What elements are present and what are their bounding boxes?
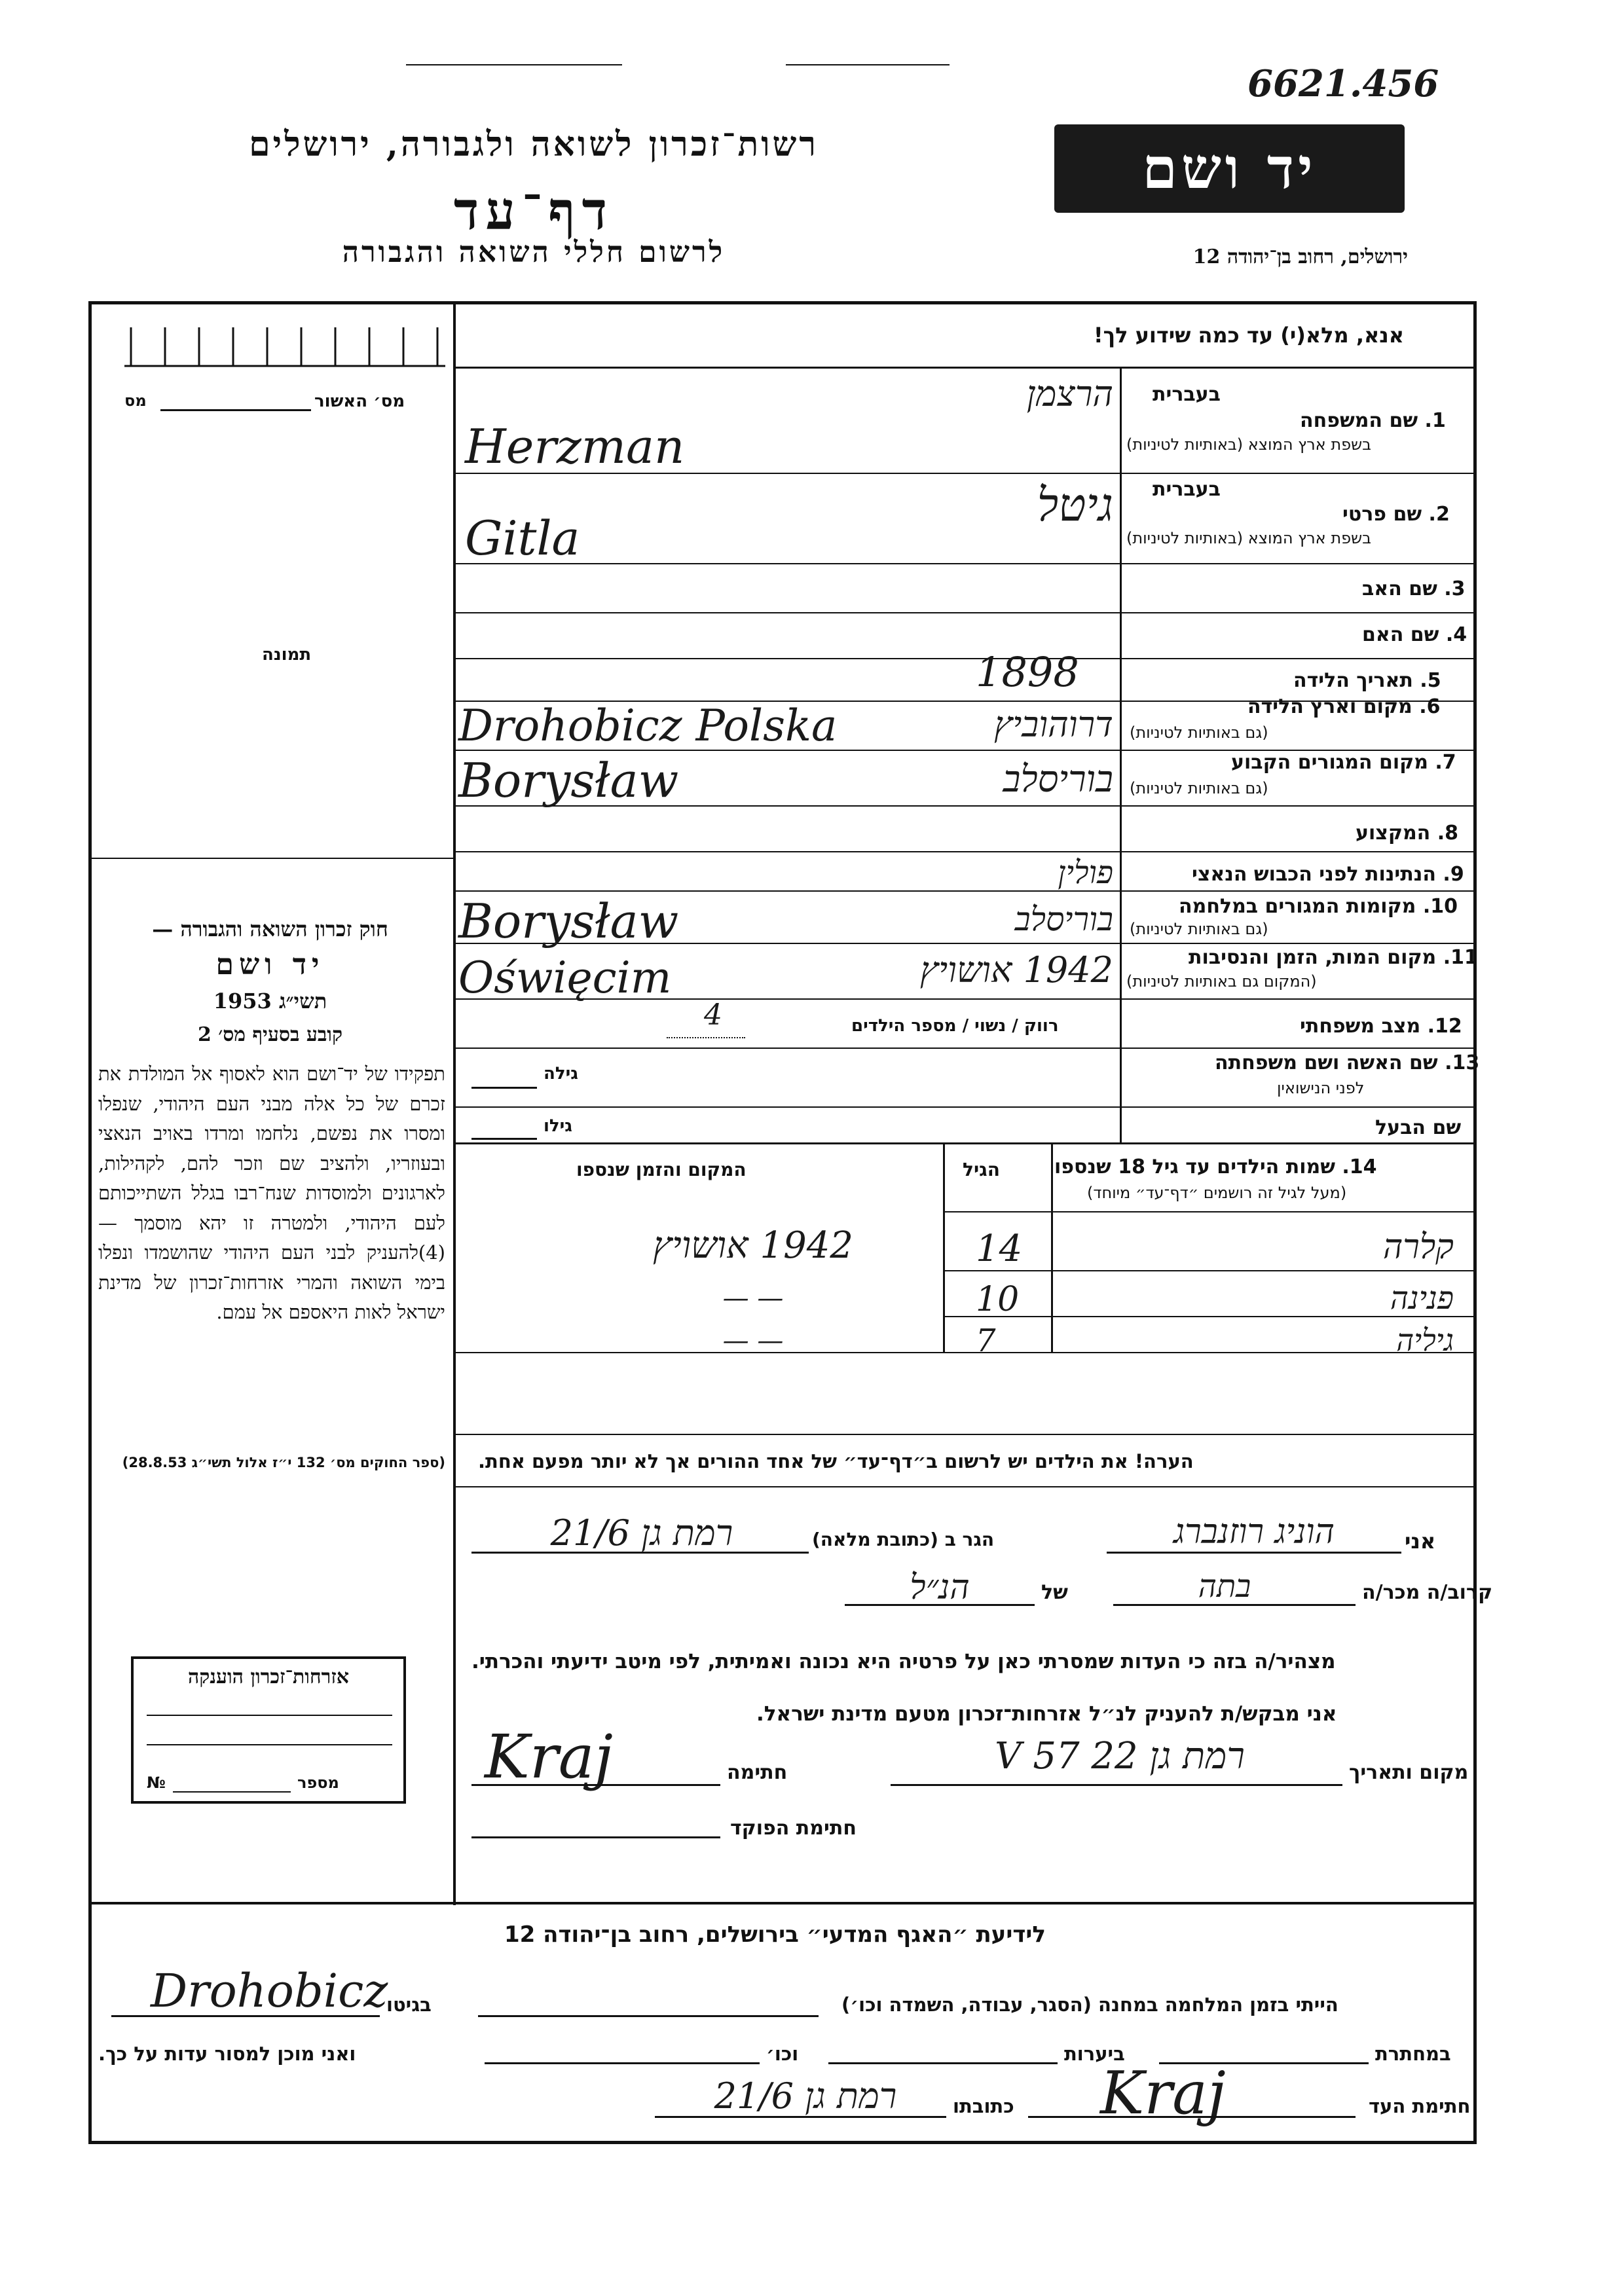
hebrew-label-1: בעברית bbox=[1153, 383, 1221, 406]
law-title: חוק זכרון השואה והגבורה — bbox=[152, 917, 388, 941]
law-text: תפקידו של יד־ושם הוא לאסוף אל המולדת את זכרם של כל אלה מבני העם היהודי, שנפלו ומסרו את נפשם, נלחמו ומרדו באויב הנאצי ובעוזריו, ולהציב שם וזכר להם, לקהילות, לארגונים ולמוסדות שנח־רבו בגלל השתייכותם לעם היהודי, ולמטרה זו יהא מוסמך — (4)להעניק לבני העם היהודי שהושמדו ונפלו בימי השואה והמרי אזרחות־זכרון של מדינת ישראל לאות היאספם אל עמם. bbox=[98, 1063, 445, 1323]
yad-vashem-logo: יד ושם bbox=[1054, 124, 1405, 213]
row-rule bbox=[453, 1048, 1477, 1049]
children-count-line bbox=[667, 1037, 745, 1038]
answer-birthplace-lat: Drohobicz Polska bbox=[458, 701, 838, 751]
answer-warres-lat: Borysław bbox=[458, 894, 679, 949]
footer-camp-line bbox=[478, 2015, 819, 2017]
field-warres-label: 10. מקומות המגורים במלחמה bbox=[1179, 895, 1458, 918]
children-rule bbox=[943, 1211, 1477, 1212]
decl-signature-label: חתימה bbox=[727, 1761, 788, 1784]
answer-birthplace-he: דרוהוביץ bbox=[994, 704, 1113, 745]
decl-address-line bbox=[471, 1552, 809, 1554]
decl-i-label: אני bbox=[1405, 1529, 1436, 1554]
answer-citizenship: פולין bbox=[1058, 854, 1113, 891]
children-col-divider bbox=[1051, 1142, 1053, 1352]
footer-testify: ואני מוכן למסור עדות על כך. bbox=[98, 2043, 356, 2065]
answer-surname-he: הרצמן bbox=[1026, 373, 1113, 414]
footer-ghetto-value: Drohobicz bbox=[151, 1964, 388, 2018]
footer-address-line bbox=[655, 2116, 946, 2118]
footer-address-label: כתובתו bbox=[953, 2095, 1014, 2117]
field-surname-label: 1. שם המשפחה bbox=[1300, 409, 1446, 432]
field-warres-sub: (גם באותיות לטיניות) bbox=[1130, 920, 1268, 938]
child-age-3: 7 bbox=[976, 1322, 996, 1359]
field-father-label: 3. שם האב bbox=[1362, 577, 1466, 600]
col-age-header: הגיל bbox=[963, 1159, 1000, 1180]
photo-area-rule bbox=[92, 858, 453, 859]
field-wife-sub: לפני הנישואין bbox=[1277, 1079, 1365, 1097]
answer-surname-lat: Herzman bbox=[465, 419, 685, 474]
decl-request: אני מבקש/ת להעניק לנ״ל אזרחות־זכרון מטעם מדינת ישראל. bbox=[756, 1702, 1337, 1726]
footer-witness-line bbox=[1028, 2116, 1356, 2118]
decl-place-date: רמת גן 22 V 57 bbox=[995, 1735, 1245, 1777]
approval-no-label: מס bbox=[124, 392, 147, 410]
decl-statement: מצהיר/ה בזה כי העדות שמסרתי כאן על פרטיה היא נכונה ואמיתית, לפי מיטב ידיעתי והכרתי. bbox=[471, 1650, 1336, 1673]
address: ירושלים, רחוב בן־יהודה 12 bbox=[1192, 246, 1408, 268]
field-wife-label: 13. שם האשה ושם משפחתה bbox=[1215, 1051, 1480, 1074]
row-rule bbox=[453, 612, 1477, 613]
photo-label: תמונה bbox=[262, 645, 312, 665]
child-age-2: 10 bbox=[976, 1280, 1020, 1319]
field-marital-label: 12. מצב משפחתי bbox=[1300, 1015, 1462, 1038]
footer-line1: הייתי בזמן המלחמה במחנה (הסגר, עבודה, השמדה וכו׳) bbox=[841, 1994, 1338, 2016]
answer-birth-year: 1898 bbox=[976, 648, 1079, 696]
column-divider bbox=[453, 301, 456, 1434]
child-age-1: 14 bbox=[976, 1228, 1023, 1270]
reference-number: 6621.456 bbox=[1247, 62, 1439, 105]
decl-of-name: הנ״ל bbox=[910, 1568, 970, 1607]
answer-death-lat: Oświęcim bbox=[458, 953, 672, 1003]
approval-line bbox=[160, 409, 311, 411]
footer-rule bbox=[88, 1902, 1477, 1904]
field-mother-label: 4. שם האם bbox=[1362, 623, 1467, 646]
law-clause: קובע בסעיף מס׳ 2 bbox=[197, 1023, 343, 1046]
column-divider bbox=[453, 1434, 456, 1905]
field-residence-label: 7. מקום המגורים הקבוע bbox=[1231, 751, 1456, 774]
field-surname-sub: בשפת ארץ המוצא (באותיות לטיניות) bbox=[1126, 435, 1371, 454]
label-column-divider bbox=[1120, 367, 1122, 1142]
footer-etc: וכו׳ bbox=[766, 2043, 799, 2065]
child-name-1: קלרה bbox=[1382, 1228, 1454, 1267]
law-ref: (ספר החוקים מס׳ 132 י״ז אלול תשי״ג 28.8.53) bbox=[122, 1455, 445, 1470]
decl-of-label: של bbox=[1041, 1581, 1068, 1604]
decl-official-label: חתימת הפוקד bbox=[730, 1817, 857, 1840]
footer-etc-line bbox=[485, 2062, 760, 2064]
field-firstname-label: 2. שם פרטי bbox=[1342, 503, 1450, 526]
answer-children-count: 4 bbox=[704, 998, 722, 1032]
row-rule bbox=[453, 851, 1477, 852]
approval-label: מס׳ האשור bbox=[314, 392, 405, 411]
col-place-header: המקום והזמן שנספו bbox=[576, 1159, 747, 1180]
footer-ghetto-line bbox=[111, 2015, 380, 2017]
answer-firstname-he: גיטל bbox=[1037, 478, 1113, 532]
decl-signature-line bbox=[471, 1784, 720, 1786]
decl-resides-label: הגר ב (כתובת מלאה) bbox=[812, 1529, 995, 1550]
child-name-2: פנינה bbox=[1390, 1280, 1454, 1317]
child-place-3: — — bbox=[722, 1326, 784, 1356]
husband-age-line bbox=[471, 1138, 537, 1140]
footer-address-value: רמת גן 21/6 bbox=[714, 2075, 897, 2117]
wife-age-line bbox=[471, 1087, 537, 1089]
child-place-1: 1942 אושויץ bbox=[652, 1224, 854, 1267]
field-children-label: 14. שמות הילדים עד גיל 18 שנספו bbox=[1054, 1156, 1377, 1178]
husband-age-label: גילו bbox=[544, 1116, 572, 1136]
field-marital-opts: רווק / נשוי / מספר הילדים bbox=[851, 1016, 1059, 1036]
field-firstname-sub: בשפת ארץ המוצא (באותיות לטיניות) bbox=[1126, 529, 1371, 547]
field-birthplace-sub: (גם באותיות לטיניות) bbox=[1130, 723, 1268, 742]
field-birthdate-label: 5. תאריך הלידה bbox=[1293, 669, 1441, 692]
field-birthplace-label: 6. מקום וארץ הלידה bbox=[1247, 695, 1441, 718]
law-name: יד ושם bbox=[215, 948, 325, 981]
field-children-sub: (מעל לגיל זה רושמים ״דף־עד״ מיוחד) bbox=[1087, 1184, 1347, 1202]
form-title: דף־עד bbox=[453, 180, 614, 242]
field-citizenship-label: 9. הנתינות לפני הכבוש הנאצי bbox=[1192, 863, 1464, 886]
top-rule bbox=[406, 64, 622, 65]
note-text: הערה! את הילדים יש לרשום ב״דף־עד״ של אחד ההורים אך לא יותר מפעם אחת. bbox=[478, 1450, 1194, 1472]
row-rule bbox=[453, 563, 1477, 564]
answer-residence-he: בוריסלב bbox=[1003, 758, 1113, 801]
law-year: 1953 תשי״ג bbox=[213, 989, 327, 1013]
ruler-ticks bbox=[124, 324, 445, 370]
note-rule bbox=[453, 1434, 1477, 1435]
footer-heading: לידיעת ״האגף המדעי״ בירושלים, רחוב בן־יהודה 12 bbox=[504, 1922, 1046, 1948]
field-death-label: 11. מקום המות, הזמן והנסיבות bbox=[1189, 946, 1478, 969]
footer-underground: במחתרת bbox=[1375, 2043, 1451, 2065]
footer-witness-sig-label: חתימת העד bbox=[1369, 2095, 1471, 2117]
decl-address: רמת גן 21/6 bbox=[550, 1512, 733, 1554]
instruction: אנא, מלא(י) עד כמה שידוע לך! bbox=[1094, 323, 1405, 348]
field-residence-sub: (גם באותיות לטיניות) bbox=[1130, 779, 1268, 797]
children-rule bbox=[943, 1270, 1477, 1271]
instruction-rule bbox=[453, 367, 1477, 369]
answer-firstname-lat: Gitla bbox=[465, 511, 580, 566]
footer-ghetto-label: בגיטו bbox=[386, 1994, 432, 2016]
field-death-sub: (המקום גם באותיות לטיניות) bbox=[1126, 972, 1317, 991]
footer-forests: ביערות bbox=[1064, 2043, 1125, 2065]
field-husband-label: שם הבעל bbox=[1375, 1116, 1462, 1139]
decl-signature: Kraj bbox=[485, 1722, 614, 1792]
hebrew-label-2: בעברית bbox=[1153, 478, 1221, 501]
decl-official-line bbox=[471, 1836, 720, 1838]
answer-death-he: 1942 אושויץ bbox=[919, 949, 1113, 991]
answer-warres-he: בוריסלב bbox=[1014, 900, 1113, 938]
footer-witness-sig: Kraj bbox=[1100, 2059, 1226, 2128]
note-rule bbox=[453, 1486, 1477, 1487]
children-col-divider bbox=[943, 1142, 945, 1352]
decl-name-line bbox=[1107, 1552, 1401, 1554]
decl-relation-line bbox=[1113, 1604, 1356, 1606]
citizenship-box: אזרחות־זכרון הוענקה מספר № bbox=[131, 1656, 406, 1804]
footer-forests-line bbox=[828, 2062, 1058, 2064]
decl-relation-label: קרוב/ה מכר/ה bbox=[1362, 1581, 1493, 1604]
decl-of-line bbox=[845, 1604, 1035, 1606]
answer-residence-lat: Borysław bbox=[458, 753, 679, 808]
decl-name: הוניג רוזנברג bbox=[1173, 1512, 1335, 1552]
row-rule bbox=[453, 1142, 1477, 1144]
wife-age-label: גילה bbox=[544, 1064, 578, 1084]
field-profession-label: 8. המקצוע bbox=[1356, 822, 1458, 845]
form-subtitle: לרשום חללי השואה והגבורה bbox=[342, 236, 726, 269]
child-place-2: — — bbox=[722, 1283, 784, 1313]
decl-place-date-line bbox=[891, 1784, 1342, 1786]
decl-relation: בתה bbox=[1198, 1568, 1251, 1605]
top-rule bbox=[786, 64, 950, 65]
decl-place-date-label: מקום ותאריך bbox=[1349, 1761, 1469, 1784]
row-rule bbox=[453, 658, 1477, 659]
child-name-3: גיליה bbox=[1396, 1322, 1454, 1358]
row-rule bbox=[453, 1106, 1477, 1108]
authority-name: רשות־זכרון לשואה ולגבורה, ירושלים bbox=[249, 124, 819, 164]
